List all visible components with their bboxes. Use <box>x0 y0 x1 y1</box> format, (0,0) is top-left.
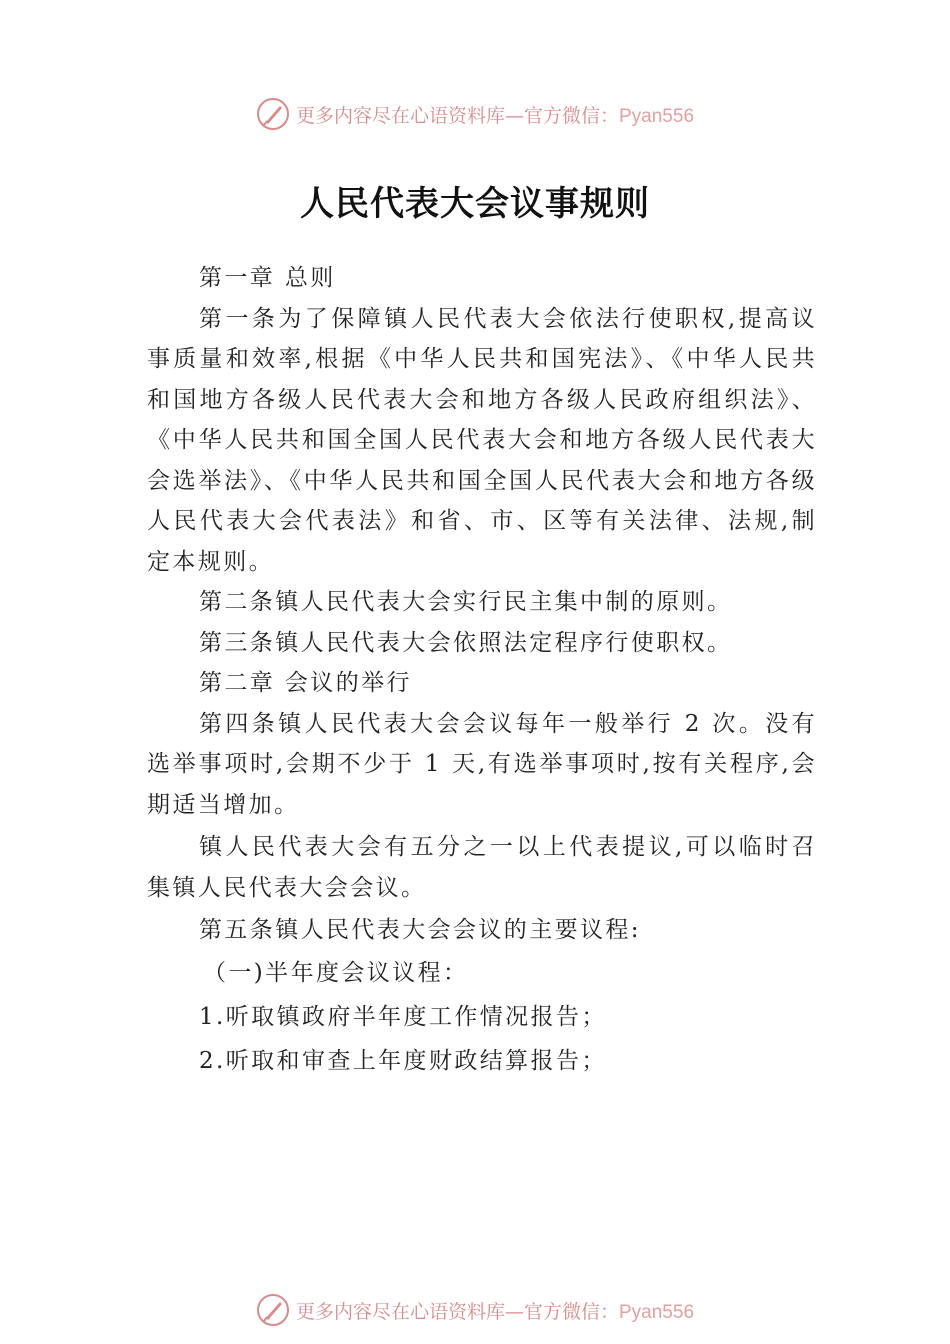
chapter-heading: 第一章 总则 <box>199 265 336 291</box>
watermark-id: Pyan556 <box>619 105 695 127</box>
watermark-label: 更多内容尽在心语资料库—官方微信： <box>295 1300 619 1323</box>
article-paragraph: 第四条镇人民代表大会会议每年一般举行 2 次。没有选举事项时,会期不少于 1 天,有选举事项时,按有关程序,会期适当增加。 <box>147 710 817 818</box>
article-paragraph: 第一条为了保障镇人民代表大会依法行使职权,提高议事质量和效率,根据《中华人民共和国宪法》、《中华人民共和国地方各级人民代表大会和地方各级人民政府组织法》、《中华人民共和国全国人民代表大会和地方各级人民代表大会选举法》、《中华人民共和国全国人民代表大会和地方各级人民代表大会代表法》和省、市、区等有关法律、法规,制定本规则。 <box>147 305 817 575</box>
watermark-footer <box>0 1288 950 1332</box>
list-item: 2.听取和审查上年度财政结算报告； <box>199 1047 607 1074</box>
document-body <box>147 258 817 1083</box>
article-paragraph: 第二条镇人民代表大会实行民主集中制的原则。 <box>199 589 733 615</box>
article-paragraph: 第三条镇人民代表大会依照法定程序行使职权。 <box>199 629 733 656</box>
list-item: （一)半年度会议议程： <box>203 959 469 986</box>
watermark-text <box>296 101 694 128</box>
document-title: 人民代表大会议事规则 <box>300 184 650 224</box>
article-paragraph: 第五条镇人民代表大会会议的主要议程: <box>199 917 641 943</box>
list-item: 1.听取镇政府半年度工作情况报告； <box>199 1003 607 1030</box>
watermark-text <box>296 1297 694 1324</box>
watermark-header <box>0 92 950 136</box>
watermark-id: Pyan556 <box>619 1301 695 1323</box>
chapter-heading: 第二章 会议的举行 <box>199 670 412 696</box>
article-paragraph: 镇人民代表大会有五分之一以上代表提议,可以临时召集镇人民代表大会会议。 <box>147 834 817 901</box>
quill-logo-icon <box>256 97 290 131</box>
quill-logo-icon <box>256 1293 290 1327</box>
watermark-label: 更多内容尽在心语资料库—官方微信： <box>295 104 619 127</box>
